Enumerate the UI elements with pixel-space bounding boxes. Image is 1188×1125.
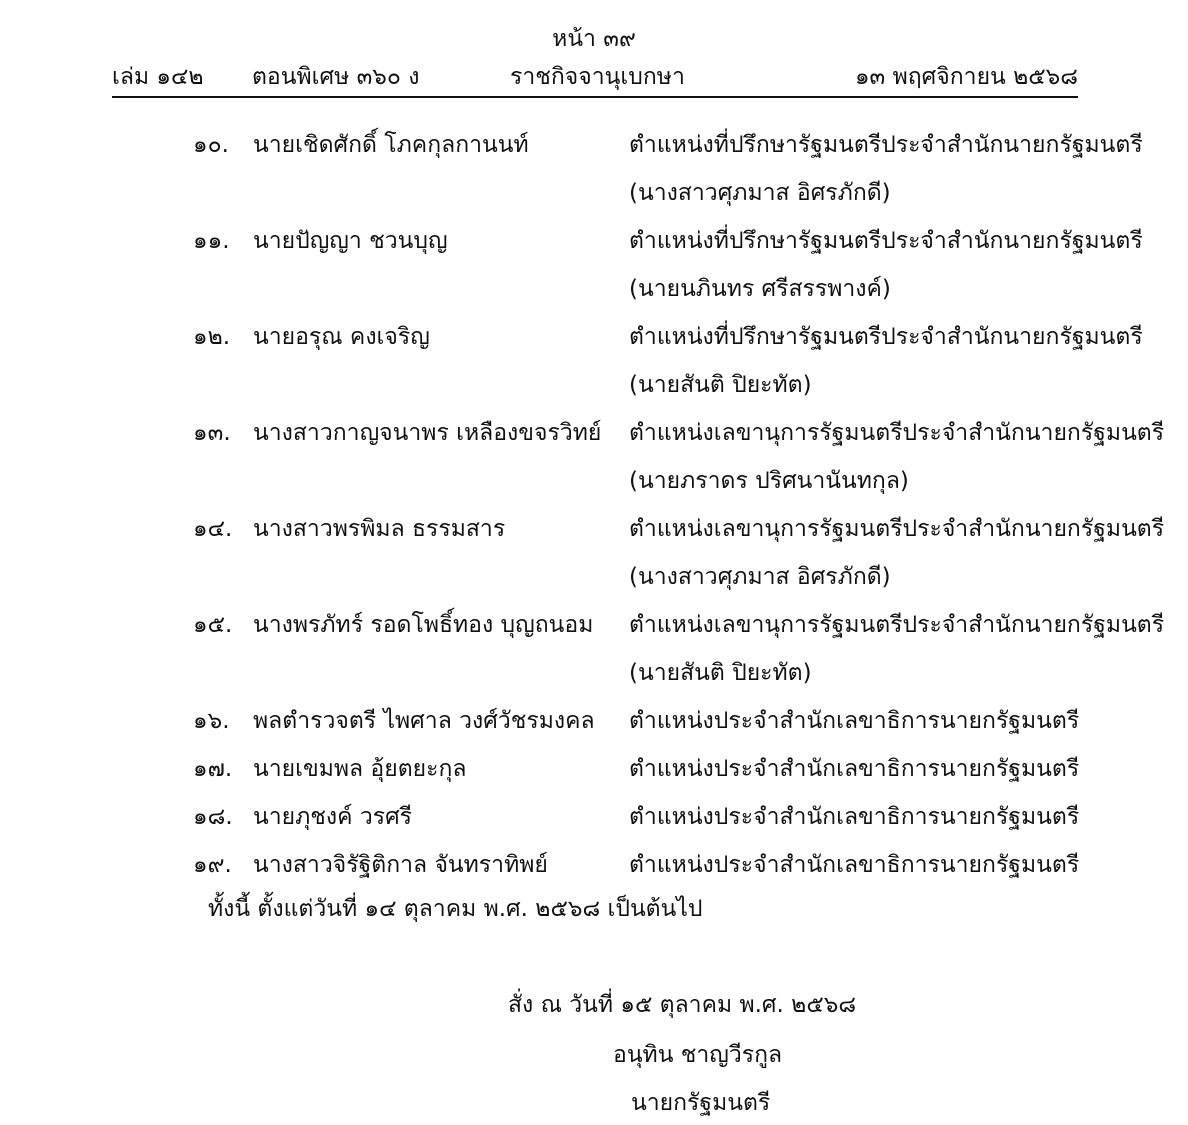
entry-name: นายเขมพล อุ้ยตยะกุล [253,756,467,782]
entry-name: นางพรภัทร์ รอดโพธิ์ทอง บุญถนอม [253,612,594,638]
signatory-title: นายกรัฐมนตรี [631,1090,771,1116]
list-item [0,844,1188,892]
entry-note: (นายสันติ ปิยะทัต) [629,372,812,398]
entry-name: นางสาวพรพิมล ธรรมสาร [253,516,506,542]
header-divider [112,96,1078,98]
list-item [0,412,1188,508]
header-date: ๑๓ พฤศจิกายน ๒๕๖๘ [854,64,1078,90]
entry-name: นายอรุณ คงเจริญ [253,324,430,350]
entry-note: (นางสาวศุภมาส อิศรภักดี) [629,180,891,206]
list-item [0,316,1188,412]
header-issue: ตอนพิเศษ ๓๖๐ ง [252,64,420,90]
page-number: หน้า ๓๙ [552,26,636,52]
entry-position: ตำแหน่งที่ปรึกษารัฐมนตรีประจำสำนักนายกรัฐมนตรี [629,132,1143,158]
entry-name: นายเชิดศักดิ์ โภคกุลกานนท์ [253,132,529,158]
gazette-header [112,60,1078,94]
list-item [0,748,1188,796]
entry-position: ตำแหน่งที่ปรึกษารัฐมนตรีประจำสำนักนายกรัฐมนตรี [629,228,1143,254]
list-item [0,124,1188,220]
header-volume: เล่ม ๑๔๒ [112,64,204,90]
entry-name: นางสาวจิรัฐิติกาล จันทราทิพย์ [253,852,548,878]
entry-note: (นายสันติ ปิยะทัต) [629,660,812,686]
entry-number: ๑๒. [193,324,231,350]
entry-name: นายปัญญา ชวนบุญ [253,228,448,254]
entry-note: (นายนภินทร ศรีสรรพางค์) [629,276,891,302]
entry-number: ๑๕. [193,612,233,638]
appointment-list [0,124,1188,892]
entry-position: ตำแหน่งเลขานุการรัฐมนตรีประจำสำนักนายกรัฐมนตรี [629,516,1165,542]
entry-name: นางสาวกาญจนาพร เหลืองขจรวิทย์ [253,420,602,446]
entry-name: พลตำรวจตรี ไพศาล วงศ์วัชรมงคล [253,708,595,734]
entry-name: นายภุชงค์ วรศรี [253,804,413,830]
entry-number: ๑๑. [193,228,230,254]
list-item [0,508,1188,604]
entry-position: ตำแหน่งประจำสำนักเลขาธิการนายกรัฐมนตรี [629,708,1080,734]
entry-number: ๑๐. [193,132,229,158]
entry-position: ตำแหน่งที่ปรึกษารัฐมนตรีประจำสำนักนายกรัฐมนตรี [629,324,1143,350]
entry-number: ๑๓. [193,420,231,446]
entry-position: ตำแหน่งเลขานุการรัฐมนตรีประจำสำนักนายกรัฐมนตรี [629,420,1165,446]
list-item [0,700,1188,748]
list-item [0,604,1188,700]
list-item [0,796,1188,844]
entry-number: ๑๔. [193,516,233,542]
header-gazette-name: ราชกิจจานุเบกษา [510,64,685,90]
entry-note: (นางสาวศุภมาส อิศรภักดี) [629,564,891,590]
entry-note: (นายภราดร ปริศนานันทกุล) [629,468,909,494]
entry-number: ๑๗. [193,756,233,782]
entry-position: ตำแหน่งเลขานุการรัฐมนตรีประจำสำนักนายกรัฐมนตรี [629,612,1165,638]
entry-position: ตำแหน่งประจำสำนักเลขาธิการนายกรัฐมนตรี [629,756,1080,782]
effective-date-statement: ทั้งนี้ ตั้งแต่วันที่ ๑๔ ตุลาคม พ.ศ. ๒๕๖๘ เป็นต้นไป [208,896,703,922]
signatory-name: อนุทิน ชาญวีรกูล [613,1042,783,1068]
entry-position: ตำแหน่งประจำสำนักเลขาธิการนายกรัฐมนตรี [629,804,1080,830]
entry-position: ตำแหน่งประจำสำนักเลขาธิการนายกรัฐมนตรี [629,852,1080,878]
entry-number: ๑๙. [193,852,232,878]
order-date: สั่ง ณ วันที่ ๑๕ ตุลาคม พ.ศ. ๒๕๖๘ [508,992,857,1018]
list-item [0,220,1188,316]
entry-number: ๑๘. [193,804,233,830]
entry-number: ๑๖. [193,708,230,734]
